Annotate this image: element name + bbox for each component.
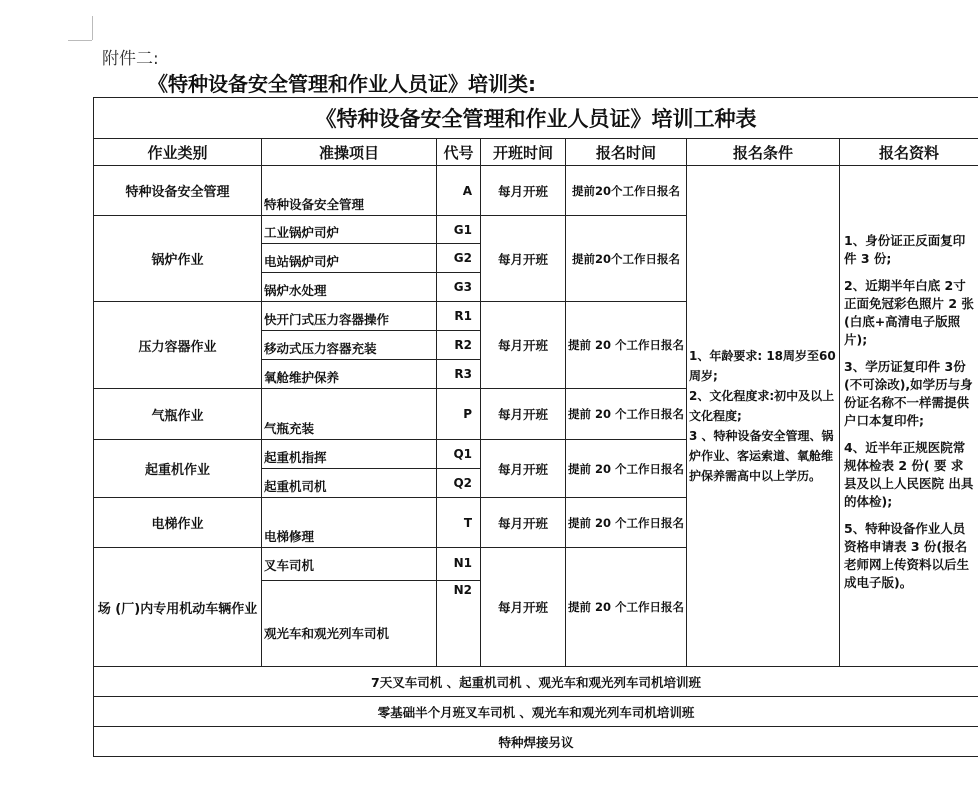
footer-row <box>94 697 978 727</box>
table-row <box>94 166 978 216</box>
material-item: 2、近期半年白底 2寸正面免冠彩色照片 2 张(白底+高清电子版照片); <box>844 278 974 347</box>
item-cell: 观光车和观光列车司机 <box>262 581 437 667</box>
category-cell: 电梯作业 <box>94 498 262 548</box>
code-cell: R3 <box>437 360 481 389</box>
table-header-row <box>94 139 978 166</box>
signup-time-cell: 提前 20 个工作日报名 <box>566 440 687 498</box>
class-time-cell: 每月开班 <box>481 166 566 216</box>
item-cell: 叉车司机 <box>262 548 437 581</box>
category-cell: 压力容器作业 <box>94 302 262 389</box>
footer-row <box>94 667 978 697</box>
item-cell: 特种设备安全管理 <box>262 166 437 216</box>
header-conditions: 报名条件 <box>687 139 840 166</box>
footer-row <box>94 727 978 757</box>
footer-note: 特种焊接另议 <box>94 727 978 757</box>
code-cell: Q1 <box>437 440 481 469</box>
materials-cell <box>840 166 978 667</box>
class-time-cell: 每月开班 <box>481 548 566 667</box>
code-cell: G1 <box>437 216 481 244</box>
item-cell: 移动式压力容器充装 <box>262 331 437 360</box>
code-cell: Q2 <box>437 469 481 498</box>
header-signup-time: 报名时间 <box>566 139 687 166</box>
page-corner-mark <box>92 16 93 40</box>
item-cell: 快开门式压力容器操作 <box>262 302 437 331</box>
document-title: 《特种设备安全管理和作业人员证》培训类: <box>148 72 536 96</box>
item-cell: 气瓶充装 <box>262 389 437 440</box>
condition-item: 3 、特种设备安全管理、锅炉作业、客运索道、氧舱维护保养需高中以上学历。 <box>689 429 834 483</box>
header-class-time: 开班时间 <box>481 139 566 166</box>
item-cell: 锅炉水处理 <box>262 273 437 302</box>
item-cell: 电梯修理 <box>262 498 437 548</box>
training-table <box>93 97 978 757</box>
header-code: 代号 <box>437 139 481 166</box>
code-cell: R1 <box>437 302 481 331</box>
class-time-cell: 每月开班 <box>481 498 566 548</box>
header-item: 准操项目 <box>262 139 437 166</box>
code-cell: N1 <box>437 548 481 581</box>
code-cell: P <box>437 389 481 440</box>
class-time-cell: 每月开班 <box>481 302 566 389</box>
category-cell: 场 (厂)内专用机动车辆作业 <box>94 548 262 667</box>
category-cell: 起重机作业 <box>94 440 262 498</box>
page-corner-mark <box>68 40 92 41</box>
item-cell: 起重机指挥 <box>262 440 437 469</box>
code-cell: T <box>437 498 481 548</box>
condition-item: 1、年龄要求: 18周岁至60周岁; <box>689 349 836 383</box>
table-caption: 《特种设备安全管理和作业人员证》培训工种表 <box>94 98 978 139</box>
footer-note: 7天叉车司机 、起重机司机 、观光车和观光列车司机培训班 <box>94 667 978 697</box>
signup-time-cell: 提前20个工作日报名 <box>566 216 687 302</box>
signup-time-cell: 提前 20 个工作日报名 <box>566 389 687 440</box>
material-item: 4、近半年正规医院常规体检表 2 份( 要 求县及以上人民医院 出具的体检); <box>844 440 974 509</box>
material-item: 1、身份证正反面复印件 3 份; <box>844 233 966 266</box>
code-cell: N2 <box>437 581 481 667</box>
class-time-cell: 每月开班 <box>481 440 566 498</box>
item-cell: 工业锅炉司炉 <box>262 216 437 244</box>
header-category: 作业类别 <box>94 139 262 166</box>
category-cell: 特种设备安全管理 <box>94 166 262 216</box>
footer-note: 零基础半个月班叉车司机 、观光车和观光列车司机培训班 <box>94 697 978 727</box>
attachment-label: 附件二: <box>102 49 159 69</box>
code-cell: G3 <box>437 273 481 302</box>
material-item: 5、特种设备作业人员资格申请表 3 份(报名老师网上传资料以后生成电子版)。 <box>844 521 970 590</box>
code-cell: A <box>437 166 481 216</box>
material-item: 3、学历证复印件 3份 (不可涂改),如学历与身份证名称不一样需提供户口本复印件; <box>844 359 973 428</box>
item-cell: 氧舱维护保养 <box>262 360 437 389</box>
condition-item: 2、文化程度求:初中及以上文化程度; <box>689 389 835 423</box>
signup-time-cell: 提前 20 个工作日报名 <box>566 498 687 548</box>
item-cell: 起重机司机 <box>262 469 437 498</box>
category-cell: 气瓶作业 <box>94 389 262 440</box>
item-cell: 电站锅炉司炉 <box>262 244 437 273</box>
code-cell: R2 <box>437 331 481 360</box>
class-time-cell: 每月开班 <box>481 216 566 302</box>
conditions-cell <box>687 166 840 667</box>
signup-time-cell: 提前 20 个工作日报名 <box>566 302 687 389</box>
code-cell: G2 <box>437 244 481 273</box>
header-materials: 报名资料 <box>840 139 978 166</box>
signup-time-cell: 提前 20 个工作日报名 <box>566 548 687 667</box>
class-time-cell: 每月开班 <box>481 389 566 440</box>
category-cell: 锅炉作业 <box>94 216 262 302</box>
signup-time-cell: 提前20个工作日报名 <box>566 166 687 216</box>
